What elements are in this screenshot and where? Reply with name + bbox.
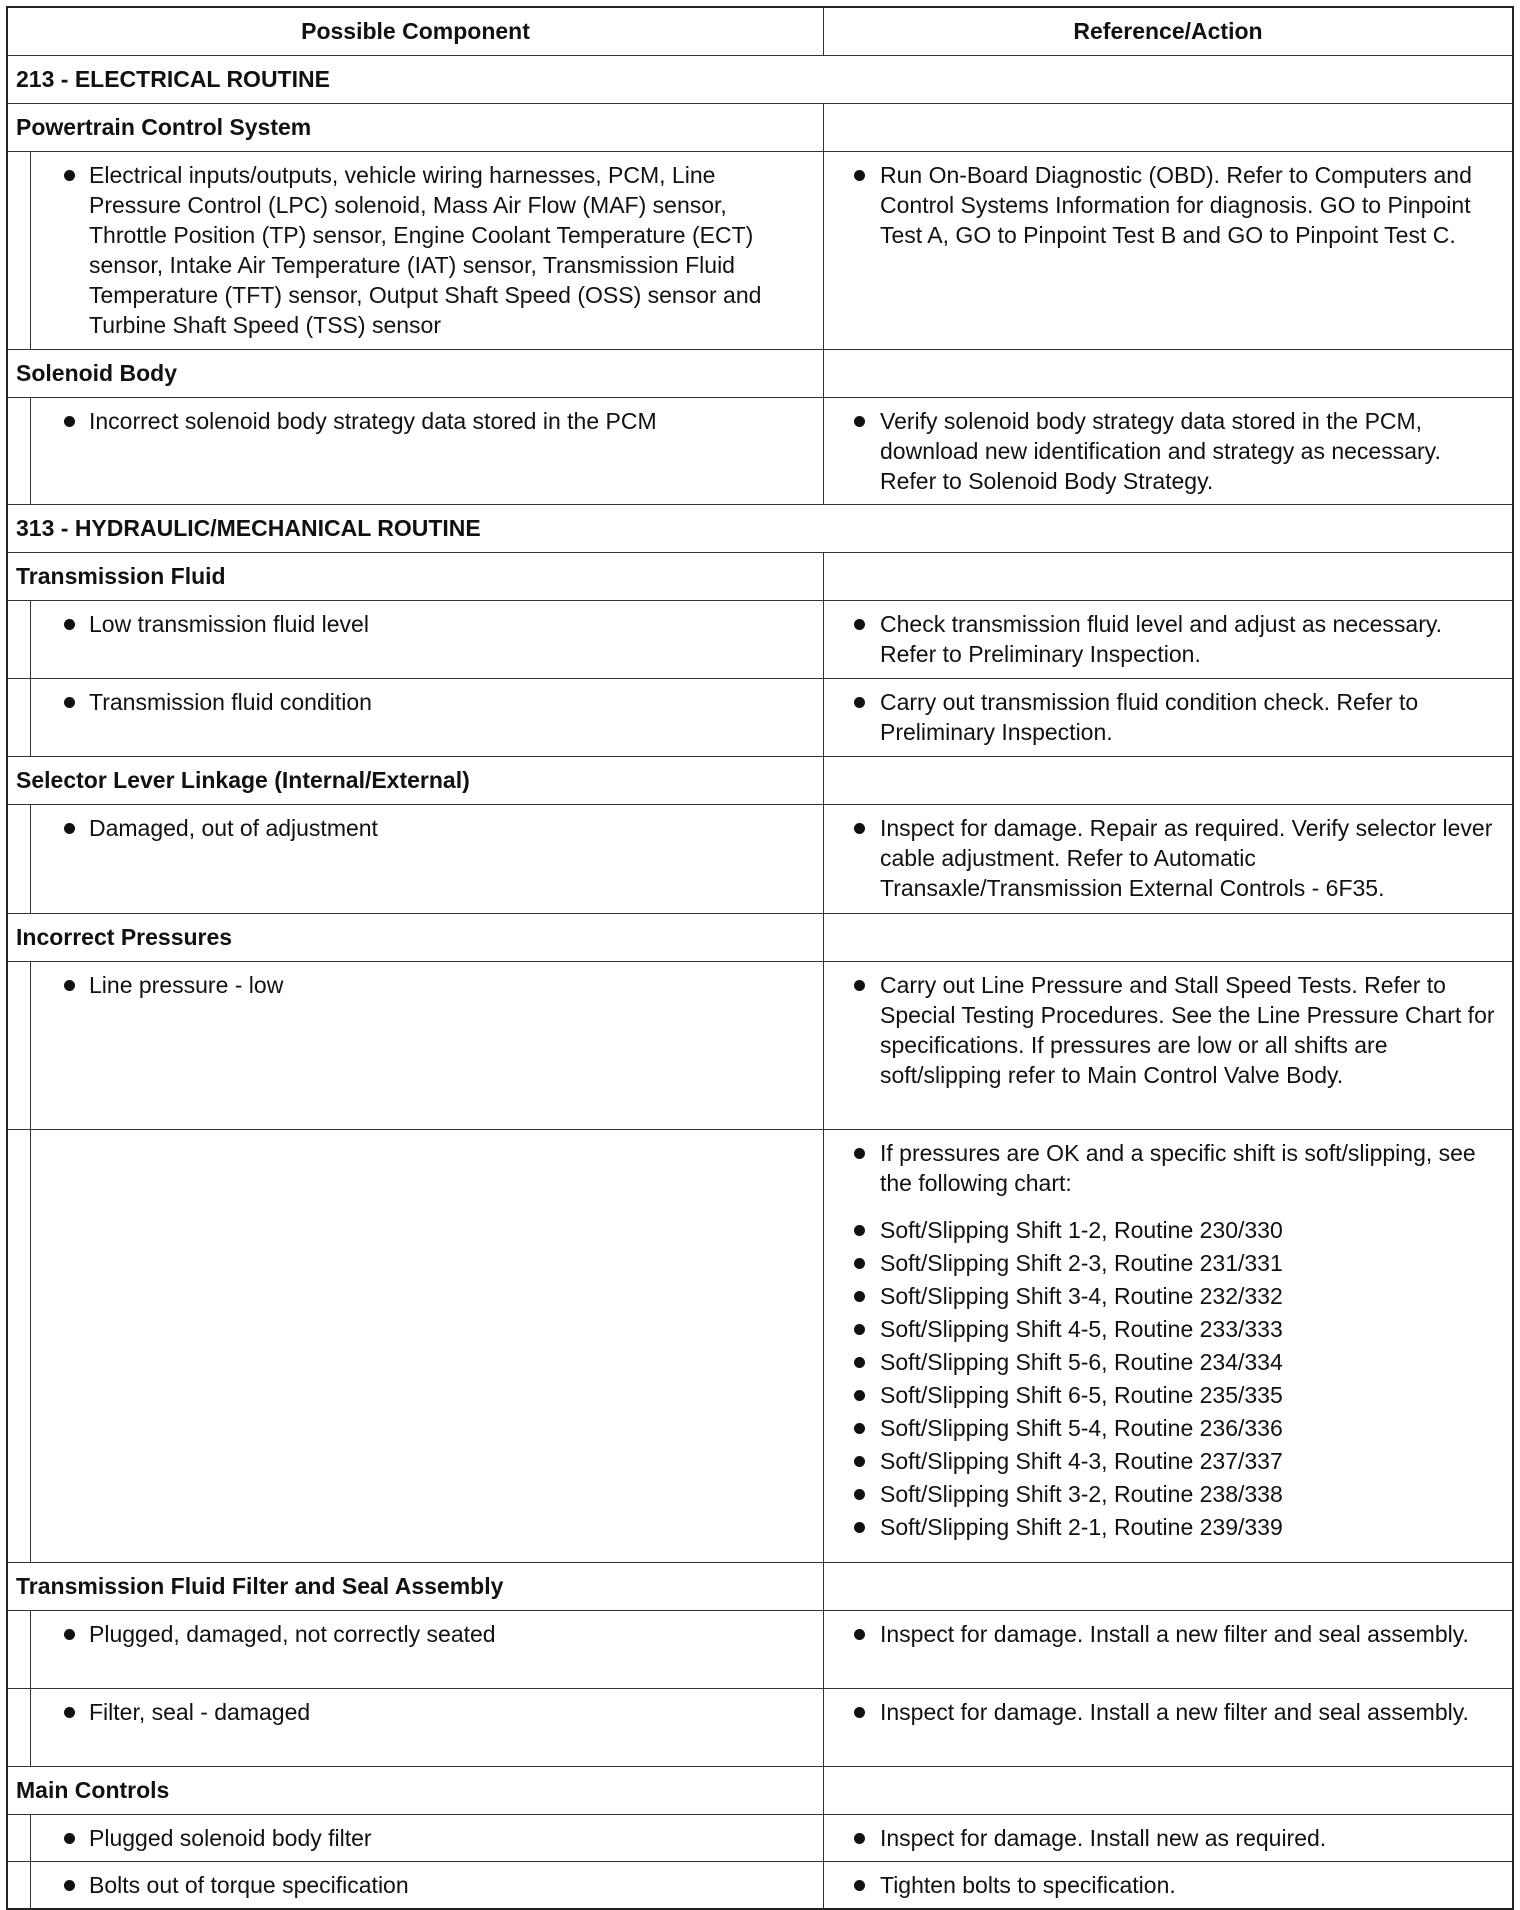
header-possible-component: Possible Component: [8, 8, 824, 55]
section-hydraulic-mechanical-routine: [8, 504, 1512, 552]
component-item: Line pressure - low: [31, 962, 299, 1129]
component-item: Plugged solenoid body filter: [31, 1815, 388, 1861]
action-item: Inspect for damage. Install a new filter and seal assembly.: [824, 1689, 1512, 1735]
table-row: [8, 1129, 1512, 1562]
list-item: Soft/Slipping Shift 1-2, Routine 230/330: [880, 1214, 1496, 1247]
list-item: Soft/Slipping Shift 2-3, Routine 231/331: [880, 1247, 1496, 1280]
category-title: Transmission Fluid Filter and Seal Assembly: [8, 1563, 824, 1610]
component-item: Low transmission fluid level: [31, 601, 385, 678]
category-solenoid-body: [8, 349, 1512, 397]
component-item: Electrical inputs/outputs, vehicle wiring harnesses, PCM, Line Pressure Control (LPC) solenoid, Mass Air Flow (MAF) sensor, Throttle Position (TP) sensor, Engine Coolant Temperature (ECT) sensor, Intake Air Temperature (IAT) sensor, Transmission Fluid Temperature (TFT) sensor, Output Shaft Speed (OSS) sensor and Turbine Shaft Speed (TSS) sensor: [31, 152, 823, 349]
action-item: If pressures are OK and a specific shift is soft/slipping, see the following chart:: [824, 1130, 1512, 1206]
list-item: Soft/Slipping Shift 5-6, Routine 234/334: [880, 1346, 1496, 1379]
component-item: Transmission fluid condition: [31, 679, 388, 756]
list-item: Soft/Slipping Shift 4-3, Routine 237/337: [880, 1445, 1496, 1478]
list-item: Soft/Slipping Shift 2-1, Routine 239/339: [880, 1511, 1496, 1544]
action-item: Inspect for damage. Repair as required. Verify selector lever cable adjustment. Refer to Automatic Transaxle/Transmission External Controls - 6F35.: [824, 805, 1512, 911]
table-row: [8, 151, 1512, 349]
section-title: 313 - HYDRAULIC/MECHANICAL ROUTINE: [16, 515, 481, 541]
category-main-controls: [8, 1766, 1512, 1814]
component-item: Incorrect solenoid body strategy data stored in the PCM: [31, 398, 673, 504]
action-item: Check transmission fluid level and adjust as necessary. Refer to Preliminary Inspection.: [824, 601, 1512, 677]
category-title: Main Controls: [8, 1767, 824, 1814]
list-item: Soft/Slipping Shift 3-4, Routine 232/332: [880, 1280, 1496, 1313]
table-row: [8, 678, 1512, 756]
action-item: Verify solenoid body strategy data stored in the PCM, download new identification and strategy as necessary. Refer to Solenoid Body Strategy.: [824, 398, 1512, 504]
list-item: Soft/Slipping Shift 4-5, Routine 233/333: [880, 1313, 1496, 1346]
table-row: [8, 1814, 1512, 1861]
action-item: Inspect for damage. Install new as required.: [824, 1815, 1512, 1861]
category-title: Transmission Fluid: [8, 553, 824, 600]
section-title: 213 - ELECTRICAL ROUTINE: [16, 66, 330, 92]
category-fluid-filter-seal: [8, 1562, 1512, 1610]
category-transmission-fluid: [8, 552, 1512, 600]
table-row: [8, 600, 1512, 678]
action-item: Run On-Board Diagnostic (OBD). Refer to Computers and Control Systems Information for diagnosis. GO to Pinpoint Test A, GO to Pinpoint Test B and GO to Pinpoint Test C.: [824, 152, 1512, 258]
section-electrical-routine: [8, 55, 1512, 103]
component-item: Bolts out of torque specification: [31, 1862, 425, 1908]
table-row: [8, 1610, 1512, 1688]
component-item: Filter, seal - damaged: [31, 1689, 326, 1766]
list-item: Soft/Slipping Shift 5-4, Routine 236/336: [880, 1412, 1496, 1445]
table-row: [8, 804, 1512, 913]
action-item: Carry out Line Pressure and Stall Speed Tests. Refer to Special Testing Procedures. See the Line Pressure Chart for specifications. If pressures are low or all shifts are soft/slipping refer to Main Control Valve Body.: [824, 962, 1512, 1098]
action-item: Carry out transmission fluid condition check. Refer to Preliminary Inspection.: [824, 679, 1512, 755]
category-incorrect-pressures: [8, 913, 1512, 961]
header-reference-action: Reference/Action: [1073, 18, 1263, 44]
shift-routine-list: [824, 1206, 1512, 1544]
category-selector-lever-linkage: [8, 756, 1512, 804]
table-header: [8, 8, 1512, 55]
action-item: Inspect for damage. Install a new filter and seal assembly.: [824, 1611, 1512, 1657]
diagnosis-table: [6, 6, 1514, 1910]
category-title: Powertrain Control System: [8, 104, 824, 151]
table-row: [8, 1688, 1512, 1766]
category-title: Selector Lever Linkage (Internal/External): [8, 757, 824, 804]
category-title: Solenoid Body: [8, 350, 824, 397]
table-row: [8, 961, 1512, 1129]
component-item: Plugged, damaged, not correctly seated: [31, 1611, 512, 1688]
table-row: [8, 1861, 1512, 1908]
action-item: Tighten bolts to specification.: [824, 1862, 1512, 1908]
component-item: Damaged, out of adjustment: [31, 805, 394, 913]
category-powertrain-control-system: [8, 103, 1512, 151]
table-row: [8, 397, 1512, 504]
category-title: Incorrect Pressures: [8, 914, 824, 961]
list-item: Soft/Slipping Shift 3-2, Routine 238/338: [880, 1478, 1496, 1511]
list-item: Soft/Slipping Shift 6-5, Routine 235/335: [880, 1379, 1496, 1412]
